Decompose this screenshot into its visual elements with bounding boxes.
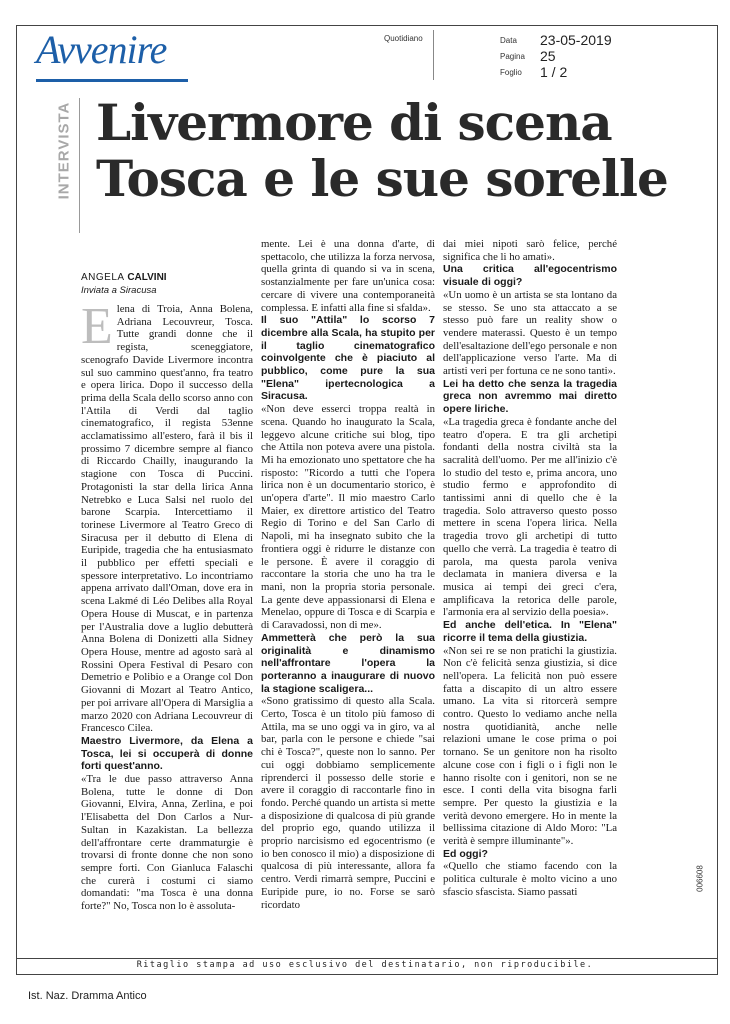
byline <box>81 272 253 296</box>
sheet-value: 1 / 2 <box>540 64 568 80</box>
paragraph: mente. Lei è una donna d'arte, di spettacolo, che utilizza la forza nervosa, quella grinta di quando si va in scena, sostanzialmente per fare un'unica cosa: cercare di vivere una contemporaneità complessa. E infatti alla fine si sfalda». <box>261 238 435 314</box>
paragraph: «Non sei re se non pratichi la giustizia. Non c'è felicità senza giustizia, si dice nell'opera. La felicità non può essere fatta a discapito di un altro essere umano. La vita si ritorcerà sempre contro. Questo lo vediamo anche nella nostra quotidianità, anche nelle relazioni umane le cose prima o poi tornano. Se un genitore non ha risolto alcune cose con i figli o i figli non le hanno risolte con i genitori, non se ne esce. I conti della vita bisogna farli sempre. Per questo la giustizia e la verità devono emergere. Ho in mente la bellissima citazione di Aldo Moro: "La verità è sempre illuminante"». <box>443 644 617 848</box>
article-column-3 <box>443 238 617 899</box>
article-column-1 <box>81 298 253 913</box>
paragraph: lena di Troia, Anna Bolena, Adriana Lecouvreur, Tosca. Tutte grandi donne che il regista, sceneggiatore, scenografo Davide Livermore incontra sul suo cammino quest'anno, fra teatro e opera lirica. Dopo il successo della prima della Scala dello scorso anno con l'Attila di Verdi dal taglio cinematografico, il regista 53enne acclamatissimo all'estero, farà il bis il prossimo 7 dicembre sempre al fianco di Riccardo Chailly, inaugurando la stagione con Tosca di Puccini. Protagonisti la star della lirica Anna Netrebko e Luca Salsi nel ruolo del barone Scarpia. Intercettiamo il torinese Livermore al Teatro Greco di Siracusa per il debutto di Elena di Euripide, tragedia che ha entusiasmato il pubblico per effetti speciali e spessore interpretativo. Lo incontriamo appena arrivato dall'Oman, dove era in scena Lakmé di Léo Delibes alla Royal Opera House di Muscat, e in partenza per l'Australia dove a luglio debutterà Anna Bolena di Donizetti alla Sidney Opera House, mentre ad agosto sarà al Rossini Opera Festival di Pesaro con Demetrio e Polibio e a Orange col Don Giovanni di Mozart al Teatro Antico, per poi arrivare all'Opera di Marsiglia a marzo 2020 con Adriana Lecouvreur di Francesco Cilea. <box>81 303 253 735</box>
article-headline <box>96 95 706 207</box>
bottom-divider <box>16 958 718 959</box>
date-label: Data <box>500 36 517 45</box>
paragraph: «La tragedia greca è fondante anche del teatro d'opera. E tra gli archetipi fondanti della nostra civiltà sta la sacralità dell'uomo. Per me all'inizio c'è lo studio del testo e, prima ancora, uno studio fermo e approfondito di tantissimi anni di quello che è la tragedia. Solo attraverso questo posso mettere in scena l'opera lirica. Nella tragedia trovo gli archetipi di tutto quello che verrà. La tragedia è teatro di parola, ma questa parola veniva declamata in maniera diversa e la musica ai tempi dei greci c'era, amplificava la retorica delle parole, l'armonia era al servizio della poesia». <box>443 415 617 619</box>
paragraph: «Sono gratissimo di questo alla Scala. Certo, Tosca è un titolo più famoso di Attila, ma se uno oggi va in giro, va al bar, parla con le persone e chiede "sai chi è Tosca?", queste non lo sanno. Per cui oggi dobbiamo semplicemente riprenderci il possesso delle storie e avere il coraggio di raccontarle fino in fondo. Perché quando un artista si mette a disposizione di qualcosa di più grande del proprio ego, quando utilizza il proprio narcisismo ed egocentrismo (e io ben conosco il mio) a disposizione di qualcosa di più interessante, allora fa centro. Verdi rimarrà sempre, Puccini e Euripide pure, io no. Forse se sarò ricordato <box>261 695 435 911</box>
headline-line-1: Livermore di scena <box>96 93 612 152</box>
interview-question: Il suo "Attila" lo scorso 7 dicembre alla Scala, ha stupito per il taglio cinematografico coinvolgente che è piaciuto al pubblico, come pure la sua "Elena" ipertecnologica a Siracusa. <box>261 314 435 403</box>
sheet-label: Foglio <box>500 68 522 77</box>
section-kicker <box>52 98 76 210</box>
logo-text: Avvenire <box>36 27 167 72</box>
source-footer: Ist. Naz. Dramma Antico <box>28 990 147 1002</box>
paragraph: «Quello che stiamo facendo con la politica culturale è molto vicino a uno sfascio sfascista. Siamo passati <box>443 860 617 898</box>
author-role: Inviata a Siracusa <box>81 285 157 296</box>
interview-question: Lei ha detto che senza la tragedia greca non avremmo mai diretto opere liriche. <box>443 377 617 416</box>
logo-underline <box>36 79 188 82</box>
drop-cap: E <box>81 298 113 355</box>
kicker-text: INTERVISTA <box>55 101 73 200</box>
interview-question: Maestro Livermore, da Elena a Tosca, lei si occuperà di donne forti quest'anno. <box>81 734 253 773</box>
page-value: 25 <box>540 48 556 64</box>
publication-type: Quotidiano <box>384 34 423 43</box>
article-column-2 <box>261 238 435 911</box>
author-last-name: CALVINI <box>127 272 167 283</box>
headline-line-2: Tosca e le sue sorelle <box>96 149 668 208</box>
side-archive-code <box>694 850 706 910</box>
interview-question: Una critica all'egocentrismo visuale di oggi? <box>443 263 617 289</box>
paragraph: «Non deve esserci troppa realtà in scena. Quando ho inaugurato la Scala, leggevo alcune critiche sui blog, tipo che Attila non poteva avere una pistola. Mi ha emozionato uno spettatore che ha risposto: "Ricordo a tutti che l'opera lirica non è un documentario storico, è un'opera d'arte". Il mio maestro Carlo Maier, ex direttore artistico del Teatro Regio di Torino e del San Carlo di Napoli, mi ha insegnato subito che la frontiera oggi è ridurre le distanze con le persone. È avere il coraggio di raccontare la storia che uno ha tra le mani, non la propria storia personale. La gente deve appassionarsi di Elena e Menelao, oppure di Tosca e di Scarpia e di Caravadossi, non di me». <box>261 403 435 632</box>
author-first-name: ANGELA <box>81 272 128 283</box>
interview-question: Ammetterà che però la sua originalità e dinamismo nell'affrontare l'opera la porteranno a inaugurare di nuovo la stagione scaligera... <box>261 631 435 695</box>
paragraph: dai miei nipoti sarò felice, perché significa che li ho amati». <box>443 238 617 263</box>
kicker-divider <box>79 98 80 233</box>
clipping-metadata <box>384 30 682 80</box>
copyright-disclaimer: Ritaglio stampa ad uso esclusivo del destinatario, non riproducibile. <box>136 960 594 970</box>
interview-question: Ed oggi? <box>443 847 488 860</box>
paragraph: «Tra le due passo attraverso Anna Bolena, tutte le donne di Don Giovanni, Elvira, Anna, Zerlina, e poi l'Elisabetta del Don Carlos a Nur-Sultan in Kazakistan. La bellezza dell'affrontare certe drammaturgie è trovarsi di fronte donne che non sono sempre forti. Con Gianluca Falaschi che curerà i costumi ci siamo domandati: "ma Tosca è una donna forte?" No, Tosca non lo è assoluta- <box>81 773 253 913</box>
date-value: 23-05-2019 <box>540 32 612 48</box>
page-label: Pagina <box>500 52 525 61</box>
interview-question: Ed anche dell'etica. In "Elena" ricorre il tema della giustizia. <box>443 619 617 644</box>
newspaper-logo <box>36 27 167 72</box>
paragraph: «Un uomo è un artista se sta lontano da se stesso. Se uno sta attaccato a se stesso può fare un reality show o vendere materassi. Questo è un tempo dell'esaltazione dell'ego personale e non dell'applicazione verso l'arte. Ma di artisti veri per fortuna ce ne sono tanti». <box>443 288 617 378</box>
side-code-text: 006608 <box>695 865 705 892</box>
